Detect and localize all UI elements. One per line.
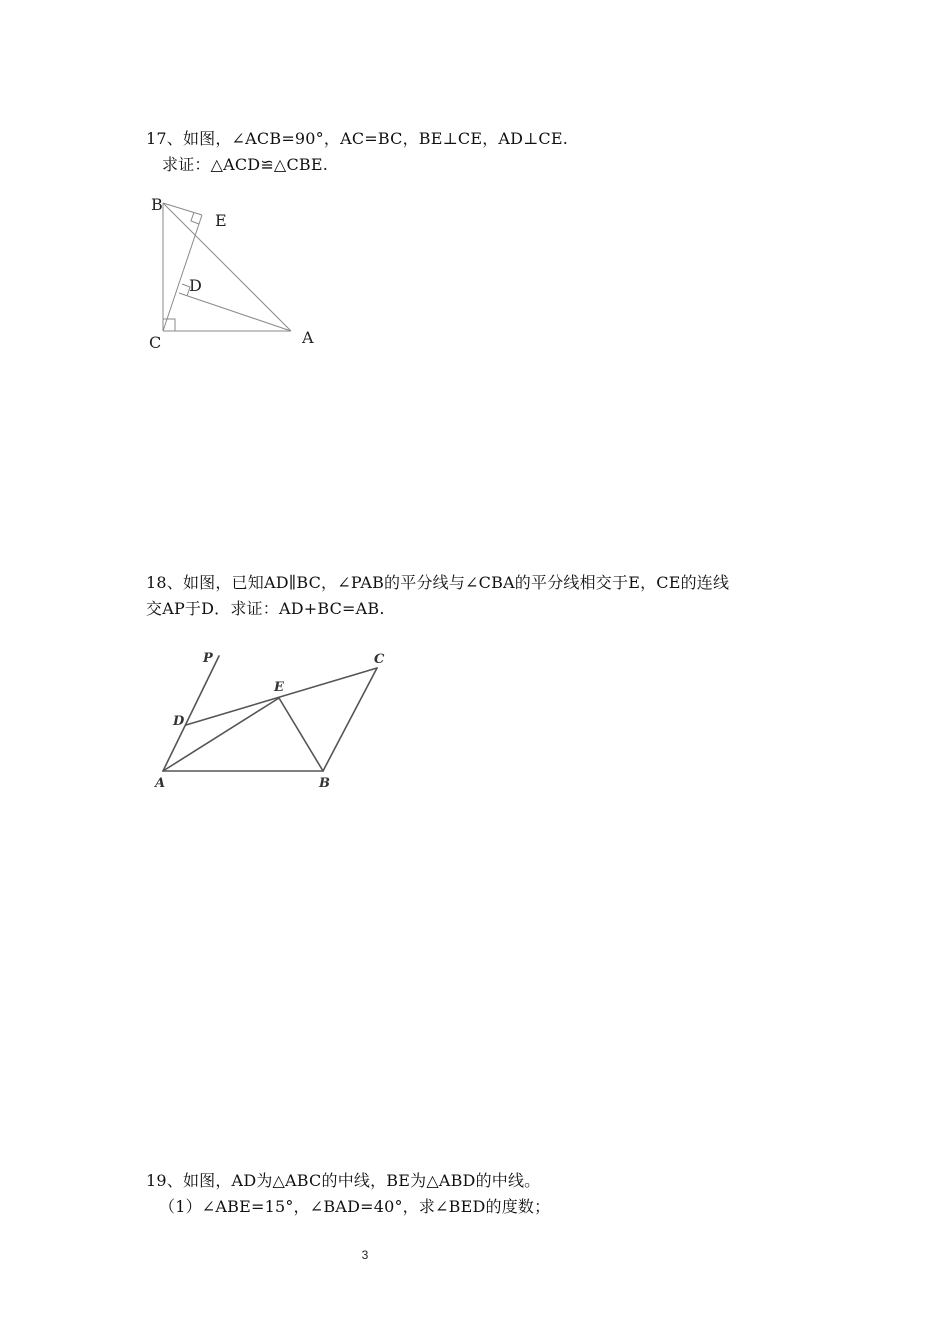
q18-figure <box>148 645 408 795</box>
q17-label-a: A <box>302 328 314 347</box>
q18-label-p: P <box>203 651 213 666</box>
q18-statement: 18、如图，已知AD∥BC，∠PAB的平分线与∠CBA的平分线相交于E，CE的连线 <box>146 573 730 592</box>
q17-prove: 求证：△ACD≌△CBE. <box>162 155 329 174</box>
q18-label-a: A <box>155 776 166 791</box>
q17-label-d: D <box>189 276 202 295</box>
q18-label-d: D <box>173 714 185 729</box>
q18-prove: 交AP于D．求证：AD+BC=AB. <box>146 599 385 618</box>
q17-label-e: E <box>215 211 227 230</box>
q17-statement: 17、如图，∠ACB=90°，AC=BC，BE⊥CE，AD⊥CE. <box>146 129 569 148</box>
q18-label-b: B <box>319 776 330 791</box>
q19-part1: （1）∠ABE=15°，∠BAD=40°，求∠BED的度数； <box>159 1197 551 1216</box>
q17-figure <box>140 190 320 350</box>
q17-label-c: C <box>149 333 162 352</box>
q17-label-b: B <box>151 195 163 214</box>
q18-label-c: C <box>374 652 385 667</box>
page-number: 3 <box>361 1248 369 1262</box>
q19-statement: 19、如图，AD为△ABC的中线，BE为△ABD的中线。 <box>146 1171 541 1190</box>
q18-label-e: E <box>274 680 284 695</box>
